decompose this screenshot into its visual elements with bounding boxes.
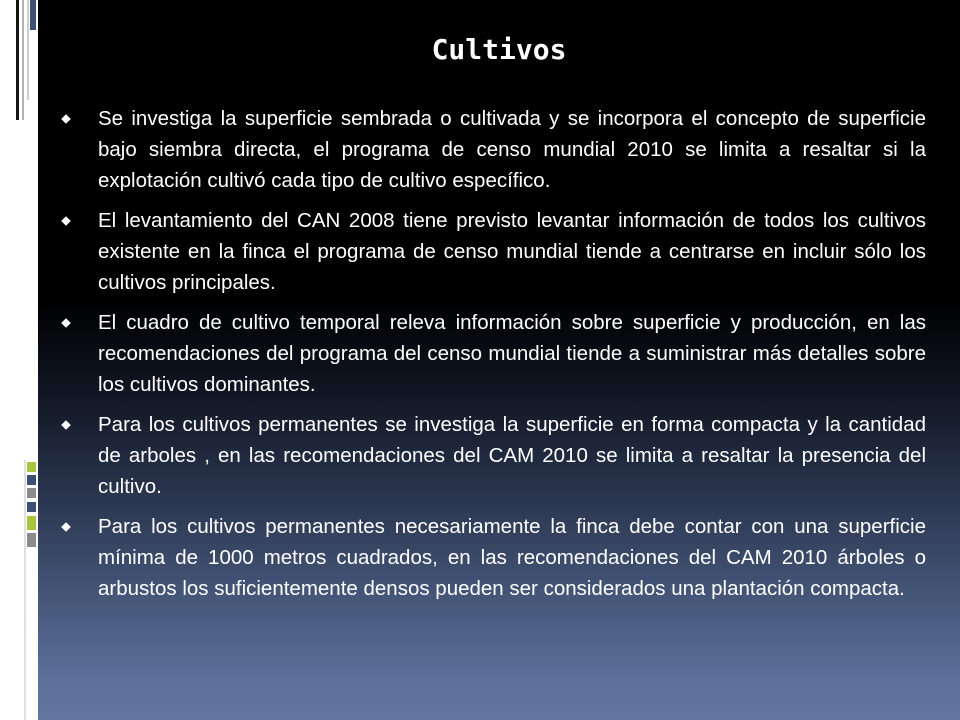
bullet-item [60, 409, 926, 502]
bullet-item [60, 511, 926, 604]
bullet-marker-icon [61, 420, 71, 430]
decorative-edge [36, 0, 38, 720]
decorative-stripe [24, 460, 26, 720]
bullet-marker-icon [61, 114, 71, 124]
decorative-stripe [16, 0, 19, 120]
bullet-marker-icon [61, 522, 71, 532]
bullet-text: El levantamiento del CAN 2008 tiene previsto levantar información de todos los cultivos existente en la finca el programa de censo mundial tiende a centrarse en incluir sólo los cultivos principales. [98, 209, 926, 294]
bullet-item [60, 307, 926, 400]
bullet-item [60, 103, 926, 196]
bullet-text: El cuadro de cultivo temporal releva información sobre superficie y producción, en las recomendaciones del programa del censo mundial tiende a suministrar más detalles sobre los cultivos dominantes. [98, 311, 926, 396]
slide-title: Cultivos [431, 33, 567, 66]
bullet-text: Para los cultivos permanentes se investiga la superficie en forma compacta y la cantidad de arboles , en las recomendaciones del CAM 2010 se limita a resaltar la presencia del cultivo. [98, 413, 926, 498]
bullet-text: Se investiga la superficie sembrada o cultivada y se incorpora el concepto de superficie bajo siembra directa, el programa de censo mundial 2010 se limita a resaltar si la explotación cultivó cada tipo de cultivo específico. [98, 107, 926, 192]
bullet-list [60, 103, 926, 613]
bullet-marker-icon [61, 216, 71, 226]
left-decorative-band [0, 0, 38, 720]
bullet-marker-icon [61, 318, 71, 328]
bullet-item [60, 205, 926, 298]
decorative-stripe [22, 0, 24, 120]
decorative-stripe [27, 0, 29, 100]
bullet-text: Para los cultivos permanentes necesariamente la finca debe contar con una superficie mínima de 1000 metros cuadrados, en las recomendaciones del CAM 2010 árboles o arbustos los suficientemente densos pueden ser considerados una plantación compacta. [98, 515, 926, 600]
